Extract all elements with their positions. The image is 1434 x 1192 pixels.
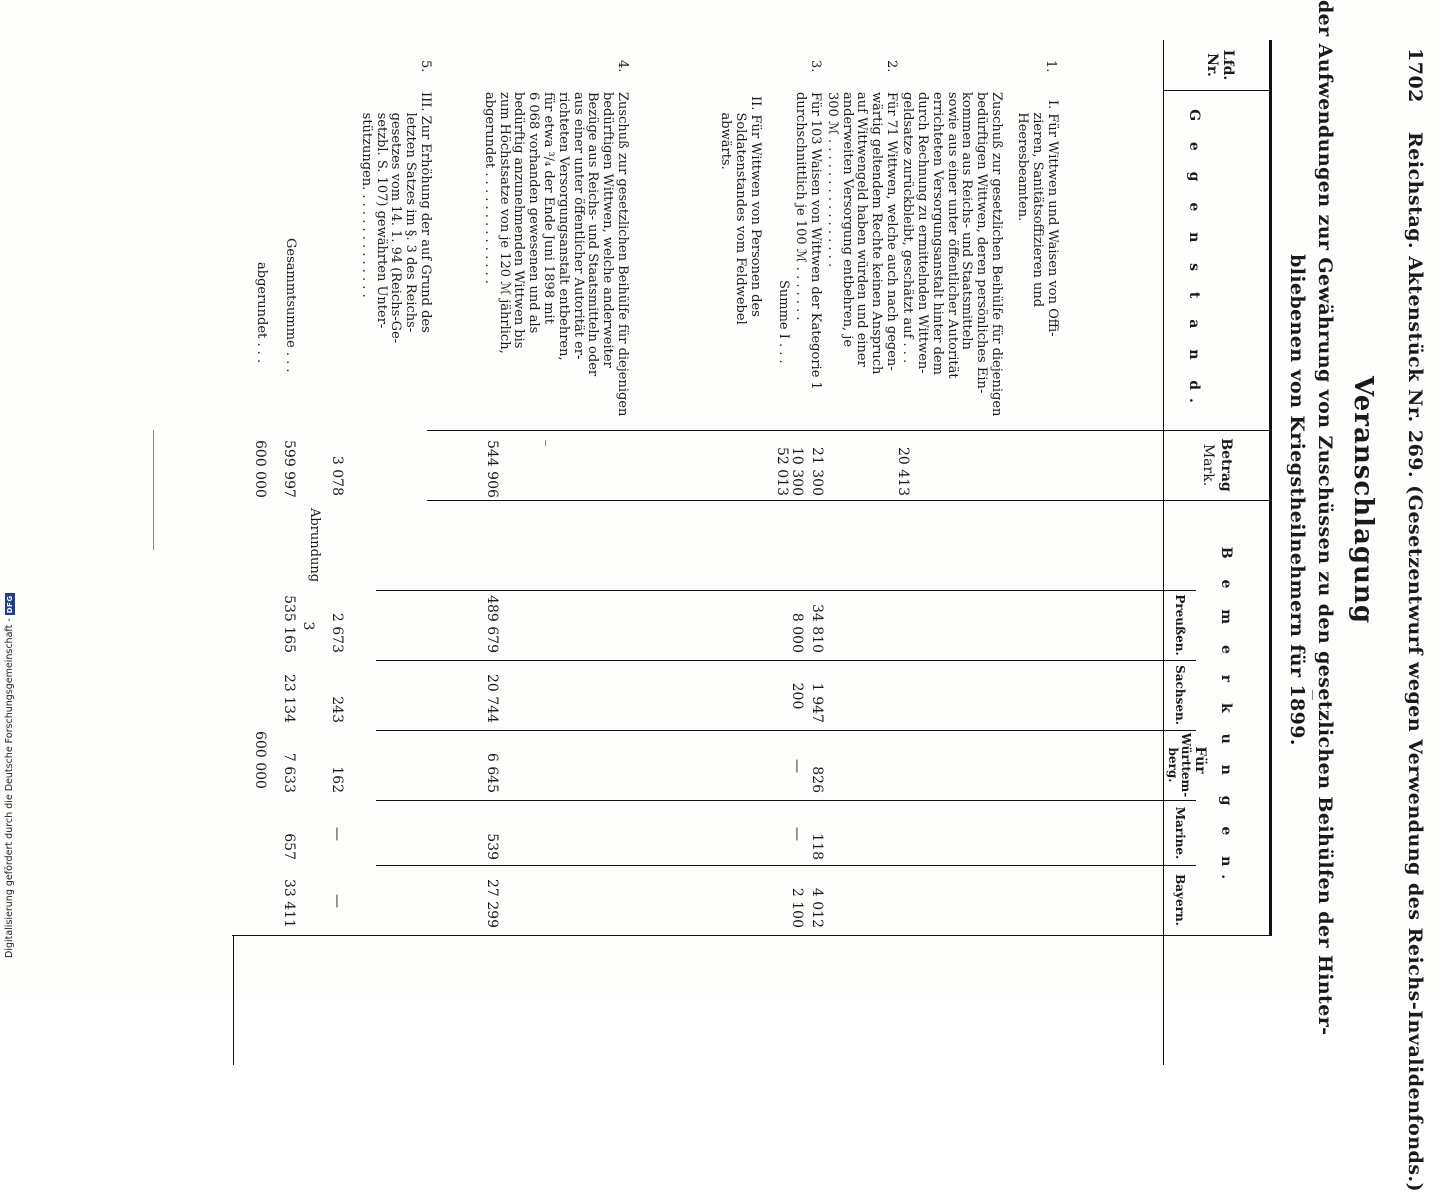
row-wuerttemberg: — [789, 759, 805, 773]
credit-text: Digitalisierung gefördert durch die Deutsche Forschungsgemeinschaft - [4, 618, 15, 958]
col-head-sachsen: Sachsen. [1173, 665, 1187, 725]
gesamtsumme-sachsen: 23 134 [281, 674, 297, 723]
row-bayern: 2 100 [789, 887, 805, 928]
row-text: Zuschuß zur gesetzlichen Beihülfe für diejenigen bedürftigen Wittwen, welche anderweiter Bezüge aus Reichs- und Staatsmitteln oder aus einer unter öffentlicher Autorität er- richteten Versorgungsanstalt entbehren, für etwa ³/₄ der Ende Juni 1898 mit 6 068 vorhanden gewesenen und als bedürftig anzunehmenden Wittwen bis zum Höchstsatze von je 120 ℳ jährlich, abgerundet . . . . . . . . . . . . . . [481, 92, 630, 417]
header-bottom-rule [1163, 40, 1164, 1065]
row-number: 4. [615, 60, 630, 73]
table-top-rule [1269, 40, 1272, 935]
row-bayern: 4 012 [809, 887, 825, 928]
document-subtitle-line-2: bliebenen von Kriegstheilnehmern für 1899. [1286, 254, 1308, 746]
col-head-marine: Marine. [1173, 806, 1187, 860]
row-wuerttemberg: 162 [329, 766, 345, 793]
row-sachsen: 20 744 [484, 674, 500, 723]
gesamtsumme-label: Gesammtsumme . . . [283, 238, 298, 373]
row-betrag: 21 300 [809, 447, 825, 496]
row-sachsen: 243 [329, 696, 345, 723]
row-marine: 118 [809, 833, 825, 860]
abrundung-label: Abrundung [307, 507, 322, 583]
row-preussen: 34 810 [809, 604, 825, 653]
row-wuerttemberg: 826 [809, 766, 825, 793]
row-marine: — [789, 827, 805, 841]
col-head-wuerttemberg: Württem- berg. [1166, 732, 1193, 798]
row-bayern: 27 299 [484, 879, 500, 928]
col-head-preussen: Preußen. [1173, 594, 1187, 656]
row-wuerttemberg: 6 645 [484, 752, 500, 793]
document-title: Veranschlagung [1348, 375, 1378, 625]
row-bayern: — [329, 894, 345, 908]
row-sachsen: 1 947 [809, 682, 825, 723]
col-rule-wuerttemberg [376, 800, 1196, 801]
page-number: 1702 [1404, 48, 1426, 103]
running-title: Reichstag. Aktenstück Nr. 269. (Gesetzentwurf wegen Verwendung des Reichs-Invalidenfonds.) [1404, 132, 1426, 1192]
col-rule-preussen [376, 660, 1196, 661]
col-rule-betrag-left [427, 430, 1272, 431]
row-preussen: 2 673 [329, 612, 345, 653]
gesamtsumme-preussen: 535 165 [281, 595, 297, 653]
col-head-bemerkungen: B e m e r k u n g e n. [1218, 546, 1234, 888]
row-number: 3. [808, 60, 823, 73]
section-heading-II: II. Für Wittwen von Personen des Soldatenstandes vom Feldwebel abwärts. [718, 96, 763, 325]
row-preussen: 489 679 [484, 595, 500, 653]
col-head-betrag: Betrag [1218, 438, 1234, 492]
row-betrag: 20 413 [895, 447, 911, 496]
col-head-bayern: Bayern. [1173, 874, 1187, 926]
col-rule-betrag-right [427, 500, 1272, 501]
col-rule-sachsen [376, 730, 1196, 731]
row-number: 1. [1043, 60, 1058, 73]
row-betrag: 3 078 [329, 455, 345, 496]
col-rule-marine [376, 865, 1196, 866]
col-rule-lfd [1164, 90, 1272, 91]
gesamtsumme-marine: 657 [281, 833, 297, 860]
col-head-gegenstand: G e g e n s t a n d. [1186, 109, 1202, 411]
gesamtsumme-betrag: 599 997 [281, 440, 297, 498]
row-number: 2. [884, 60, 899, 73]
col-head-fuer: Für [1192, 746, 1208, 774]
dfg-logo: DFG [5, 595, 14, 614]
row-text: Zuschuß zur gesetzlichen Beihülfe für diejenigen bedürftigen Wittwen, deren persönliches Ein- kommen aus Reichs- und Staatsmitteln sowie aus einer unter öffentlicher Autorität errichteten Versorgungsanstalt hinter dem durch Rechnung zu ermittelnden Wittwen- geldsatze zurückbleibt, geschätzt auf . . . [900, 92, 1004, 417]
scan-mark [545, 440, 546, 446]
row-text: Für 71 Wittwen, welche auch nach gegen- wärtig geltendem Rechte keinen Anspruch auf Wittwengeld haben würden und einer anderweiten Versorgung entbehren, je 300 ℳ . . . . . . . . . . . . . . . . [824, 92, 899, 375]
summe-I-betrag: 52 013 [774, 447, 790, 496]
row-marine: 539 [484, 833, 500, 860]
document-subtitle-line-1: der Aufwendungen zur Gewährung von Zuschüssen zu den gesetzlichen Beihülfen der Hinter- [1314, 0, 1336, 1036]
col-head-lfd-nr: Lfd. Nr. [1204, 49, 1236, 81]
table-bottom-rule [232, 935, 1272, 936]
abrundung-preussen: 3 [300, 621, 316, 631]
scan-mark [153, 430, 154, 550]
section-heading-I: I. Für Wittwen und Waisen von Offi- zieren, Sanitätsoffizieren und Heeresbeamten. [1015, 100, 1060, 337]
row-sachsen: 200 [789, 682, 805, 710]
row-text: Für 103 Waisen von Wittwen der Kategorie 1 durchschnittlich je 100 ℳ . . . . . . . [793, 92, 823, 390]
row-text: III. Zur Erhöhung der auf Grund des letzten Satzes im §. 3 des Reichs- gesetzes vom 14. 1. 94 (Reichs-Ge- setzbl. S. 107) gewährten Unter- stützungen. . . . . . . . . . . . . . [358, 92, 433, 344]
row-preussen: 8 000 [789, 612, 805, 653]
row-betrag: 10 300 [789, 447, 805, 496]
row-marine: — [329, 827, 345, 841]
col-rule-fuer [376, 590, 1196, 591]
gesamtsumme-wuerttemberg: 7 633 [281, 752, 297, 793]
abgerundet-bemerkungen-total: 600 000 [252, 731, 268, 789]
col-head-betrag-unit: Mark. [1200, 443, 1216, 487]
digitization-credit [4, 593, 15, 958]
row-number: 5. [418, 60, 433, 73]
gesamtsumme-bayern: 33 411 [281, 879, 297, 928]
summe-I-label: Summe I . . . [776, 280, 791, 364]
abgerundet-label: abgerundet . . . [254, 262, 269, 364]
abgerundet-betrag: 600 000 [252, 440, 268, 498]
total-rule [233, 935, 234, 1065]
row-betrag: 544 906 [484, 440, 500, 498]
scan-mark [1312, 690, 1313, 700]
